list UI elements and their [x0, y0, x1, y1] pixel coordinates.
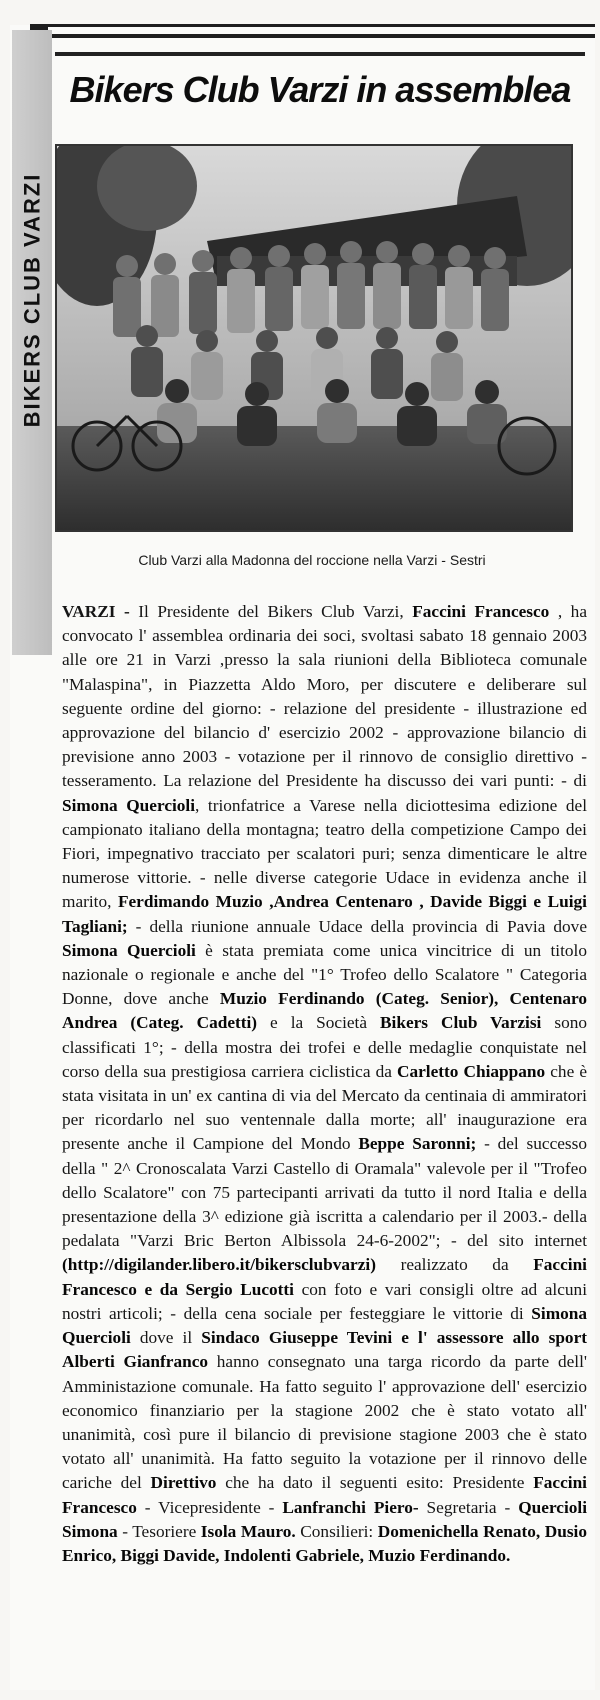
article-body: [62, 600, 587, 1568]
article-bold-run: Faccini Francesco: [62, 1473, 587, 1517]
article-bold-run: Muzio Ferdinando (Categ. Senior), Centenaro Andrea (Categ. Cadetti): [62, 989, 587, 1033]
article-bold-run: Simona Quercioli: [62, 795, 196, 815]
article-bold-run: Bikers Club Varzisi: [380, 1013, 542, 1033]
article-bold-run: Simona Quercioli: [62, 1303, 587, 1348]
article-text-run: e la Società: [257, 1013, 380, 1033]
article-bold-run: Isola Mauro.: [200, 1521, 296, 1541]
article-text-run: , trionfatrice a Varese nella diciottesima edizione del campionato italiano della montagna; teatro della competizione Campo dei Fiori, impegnativo tracciato per scalatori puri; senza dimenticare le altre numerose vittorie. - nelle diverse categorie Udace in evidenza anche il marito,: [62, 795, 587, 912]
article-bold-run: Domenichella Renato, Dusio Enrico, Biggi Davide, Indolenti Gabriele, Muzio Ferdinando.: [62, 1521, 587, 1565]
article-text-run: Il Presidente del Bikers Club Varzi,: [129, 602, 413, 621]
headline: Bikers Club Varzi in assemblea: [69, 69, 571, 110]
group-photo: [55, 144, 573, 532]
article-text-run: , ha convocato l' assemblea ordinaria dei soci, svoltasi sabato 18 gennaio 2003 alle ore 21 in Varzi ,presso la sala riunioni della Biblioteca comunale "Malaspina", in Piazzetta Aldo Moro, per discutere e deliberare sul seguente ordine del giorno: - relazione del presidente - illustrazione ed approvazione del bilancio d' esercizio 2002 - approvazione bilancio di previsione anno 2003 - votazione per il rinnovo de consiglio direttivo - tesseramento. La relazione del Presidente ha discusso dei vari punti: - di: [62, 602, 587, 791]
article-text-run: che ha dato il seguenti esito: Presidente: [216, 1473, 534, 1493]
article-text-run: con foto e vari consigli oltre ad alcuni nostri articoli; - della cena sociale per festeggiare le vittorie di: [62, 1279, 587, 1323]
article-bold-run: Beppe Saronni;: [358, 1134, 477, 1154]
article-bold-run: Quercioli Simona: [62, 1497, 588, 1541]
article-bold-run: Direttivo: [150, 1473, 217, 1493]
article-text-run: sono classificati 1°; - della mostra dei trofei e delle medaglie conquistate nel corso della sua prestigiosa carriera ciclistica da: [62, 1013, 587, 1081]
article-text-run: - Vicepresidente -: [136, 1497, 283, 1517]
section-label: [14, 150, 50, 450]
article-bold-run: Faccini Francesco: [412, 602, 550, 621]
article-bold-run: Sindaco Giuseppe Tevini e l' assessore allo sport Alberti Gianfranco: [62, 1328, 588, 1372]
article-text-run: - del successo della " 2^ Cronoscalata Varzi Castello di Oramala" valevole per il "Trofeo dello Scalatore" con 75 partecipanti arrivati da tutto il nord Italia e della presentazione della 3^ edizione già iscritta a calendario per il 2003.- della pedalata "Varzi Bric Berton Albissola 24-6-2002"; - del sito internet: [62, 1134, 588, 1251]
article-bold-run: Carletto Chiappano: [397, 1061, 546, 1081]
article-bold-run: Ferdimando Muzio ,Andrea Centenaro , Davide Biggi e Luigi Tagliani;: [62, 892, 587, 936]
headline-rule: [55, 52, 585, 56]
article-text-run: è stata premiata come unica vincitrice di un titolo nazionale o regionale e anche del "1° Trofeo dello Scalatore " Categoria Donne, dove anche: [62, 940, 587, 1009]
article-text-run: realizzato da: [375, 1255, 534, 1275]
article-text: [62, 602, 587, 1565]
article-text-run: - Tesoriere: [117, 1521, 201, 1541]
article-text-run: Consilieri:: [295, 1521, 378, 1541]
article-text-run: che è stata visitata in un' ex cantina di via del Mercato da centinaia di ammiratori per ricordarlo nel suo ventennale dalla morte; all' inaugurazione era presente anche il Campione del Mondo: [62, 1061, 587, 1154]
top-border-inner: [48, 27, 595, 34]
article-bold-run: (http://digilander.libero.it/bikersclubvarzi): [62, 1255, 376, 1275]
article-bold-run: Faccini Francesco e da Sergio Lucotti: [62, 1255, 587, 1299]
article-text-run: dove il: [130, 1328, 202, 1348]
section-label-text: BIKERS CLUB VARZI: [19, 172, 45, 428]
article-text-run: Segretaria -: [418, 1497, 519, 1517]
article-dateline: VARZI -: [62, 602, 130, 621]
group-photo-image: [57, 146, 571, 530]
photo-caption: Club Varzi alla Madonna del roccione nella Varzi - Sestri: [138, 552, 486, 568]
article-bold-run: Lanfranchi Piero-: [282, 1497, 419, 1517]
article-text-run: - della riunione annuale Udace della provincia di Pavia dove: [127, 916, 587, 936]
article-text-run: hanno consegnato una targa ricordo da parte dell' Amministazione comunale. Ha fatto seguito l' approvazione dell' esercizio economico finanziario per la stagione 2002 che è stato votato all' unanimità, così pure il bilancio di previsione stagione 2003 che è stato votato all' unanimità. Ha fatto seguito la votazione per il rinnovo delle cariche del: [62, 1352, 587, 1493]
article-bold-run: Simona Quercioli: [62, 940, 196, 960]
